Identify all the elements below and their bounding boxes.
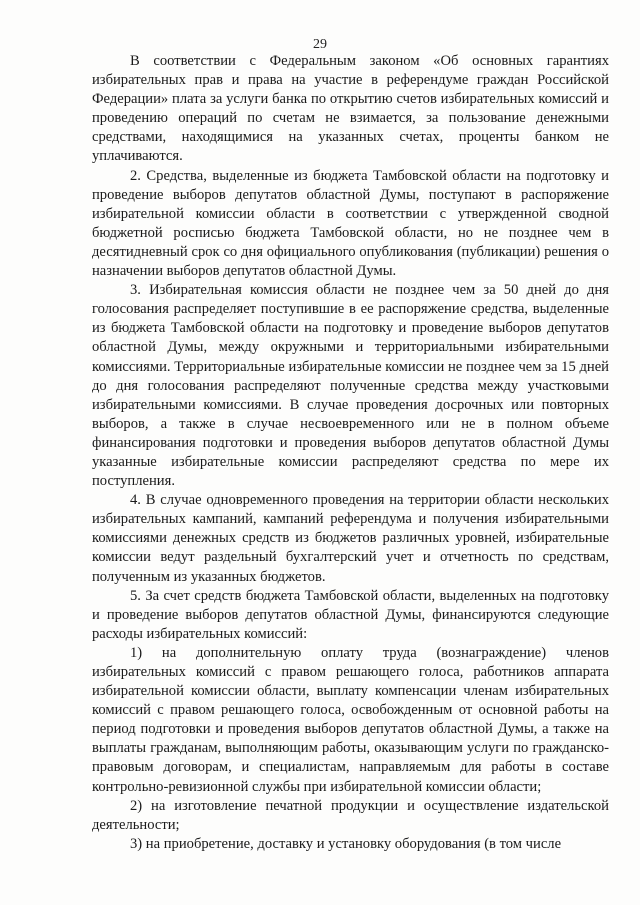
- paragraph-bank-fees: В соответствии с Федеральным законом «Об основных гарантиях избирательных прав и права на участие в референдуме граждан Российской Федерации» плата за услуги банка по открытию счетов избирательных комиссий и проведению операций по счетам не взимается, за пользование денежными средствами, находящимися на указанных счетах, проценты банком не уплачиваются.: [92, 53, 609, 165]
- paragraph-item-2: 2. Средства, выделенные из бюджета Тамбовской области на подготовку и проведение выборов депутатов областной Думы, поступают в распоряжение избирательной комиссии области в соответствии с утвержденной сводной бюджетной росписью бюджета Тамбовской области, но не позднее чем в десятидневный срок со дня официального опубликования (публикации) решения о назначении выборов депутатов областной Думы.: [92, 167, 609, 280]
- paragraph-item-5: 5. За счет средств бюджета Тамбовской области, выделенных на подготовку и проведение выборов депутатов областной Думы, финансируются следующие расходы избирательных комиссий:: [92, 587, 609, 642]
- paragraph-item-4: 4. В случае одновременного проведения на территории области нескольких избирательных кампаний, кампаний референдума и получения избирательными комиссиями денежных средств из бюджетов различных уровней, избирательные комиссии ведут раздельный бухгалтерский учет и отчетность по средствам, полученным из указанных бюджетов.: [92, 492, 609, 585]
- subparagraph-1: 1) на дополнительную оплату труда (вознаграждение) членов избирательных комиссий с правом решающего голоса, работников аппарата избирательной комиссии области, выплату компенсации членам избирательных комиссий с правом решающего голоса, освобожденным от основной работы на период подготовки и проведения выборов депутатов областной Думы, а также на выплаты гражданам, выполняющим работы, оказывающим услуги по гражданско-правовым договорам, и специалистам, направляемым для работы в составе контрольно-ревизионной службы при избирательной комиссии области;: [92, 644, 609, 795]
- document-body: [92, 52, 609, 854]
- page-number: 29: [313, 37, 327, 52]
- paragraph-item-3: 3. Избирательная комиссия области не позднее чем за 50 дней до дня голосования распределяет поступившие в ее распоряжение средства, выделенные из бюджета Тамбовской области на подготовку и проведение выборов депутатов областной Думы, между окружными и территориальными избирательными комиссиями. Территориальные избирательные комиссии не позднее чем за 15 дней до дня голосования распределяют полученные средства между участковыми избирательными комиссиями. В случае проведения досрочных или повторных выборов, а также в случае несвоевременного или не в полном объеме финансирования подготовки и проведения выборов депутатов областной Думы указанные избирательные комиссии распределяют средства по мере их поступления.: [92, 282, 609, 490]
- subparagraph-2: 2) на изготовление печатной продукции и осуществление издательской деятельности;: [92, 797, 609, 833]
- subparagraph-3: 3) на приобретение, доставку и установку оборудования (в том числе: [130, 835, 562, 852]
